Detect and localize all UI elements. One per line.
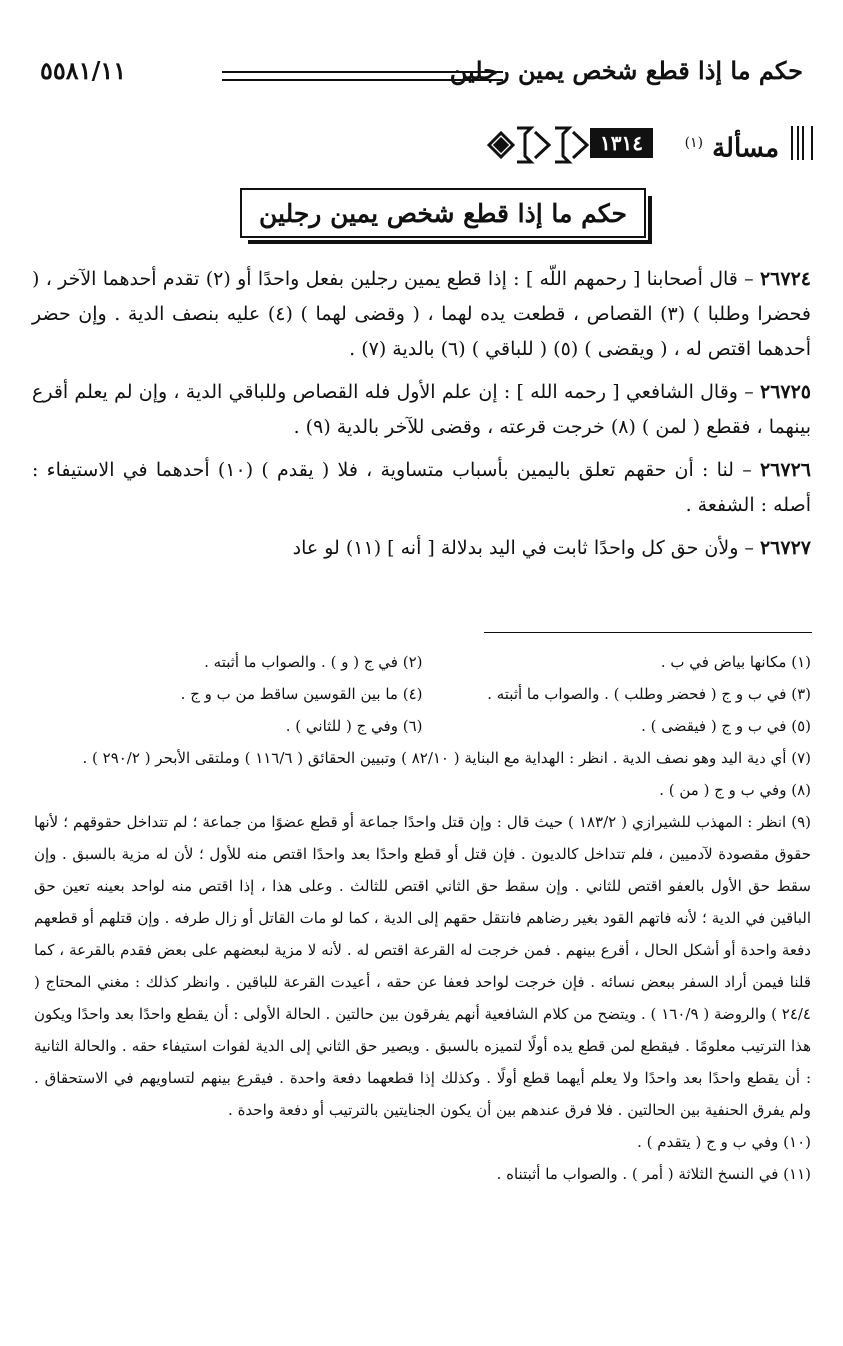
footnote: (٩) انظر : المهذب للشيرازي ( ١٨٣/٢ ) حيث قال : وإن قتل واحدًا جماعة أو قطع عضوًا من جماعة ؛ لم تتداخل حقوقهم ؛ لأنها حقوق مقصودة لآدميين ، فلم تتداخل كالديون . فإن قتل أو قطع واحدًا بعد واحدًا اقتص منه للأول ؛ لأن له مزية بالسبق . وإن سقط حق الأول بالعفو اقتص للثاني . وإن سقط حق الثاني اقتص للثالث . وعلى هذا ، إذا اقتص منه لواحد بعينه تعين حق الباقين في الدية ؛ لأنه فاتهم القود بغير رضاهم فانتقل حقهم إلى الدية ، كما لو مات القاتل أو زال طرفه . وإن قتلهم أو قطعهم دفعة واحدة أو أشكل الحال ، أقرع بينهم . فمن خرجت له القرعة اقتص له . لأنه لا مزية لبعضهم على بعض فقدم بالقرعة ، كما قلنا فيمن أراد السفر ببعض نسائه . فإن خرجت لواحد فعفا عن حقه ، أعيدت القرعة للباقين . وانظر كذلك : مغني المحتاج ( ٢٤/٤ ) والروضة ( ١٦٠/٩ ) . ويتضح من كلام الشافعية أنهم يفرقون بين حالتين . الحالة الأولى : أن يقطع واحدًا بعد واحدًا ويكون هذا الترتيب معلومًا . فيقطع لمن قطع يده أولًا لتميزه بالسبق . ويصير حق الثاني إلى الدية لفوات استيفاء حقه . والحالة الثانية : أن يقطع واحدًا بعد واحدًا ولا يعلم أيهما قطع أولًا . وكذلك إذا قطعهما دفعة واحدة . فيقرع بينهم لتساويهم في الاستحقاق . ولم يفرق الحنفية بين الحالتين . فلا فرق عندهم بين أن يكون الجنايتين بالترتيب أو دفعة واحدة . — [34, 813, 812, 1119]
footnote: (٣) في ب و ج ( فحضر وطلب ) . والصواب ما أثبته . — [487, 685, 811, 703]
header-rule — [222, 71, 503, 81]
footnotes — [34, 646, 811, 1190]
paragraph-number: ٢٦٧٢٥ — [759, 381, 812, 403]
running-header — [40, 54, 803, 94]
page-reference: ٥٥٨١/١١ — [40, 56, 127, 85]
footnote: (٦) وفي ج ( للثاني ) . — [285, 717, 423, 735]
paragraph-number: ٢٦٧٢٦ — [759, 459, 811, 481]
paragraph-text: – ولأن حق كل واحدًا ثابت في اليد بدلالة [ أنه ] (١١) لو عاد — [292, 537, 754, 559]
masala-word: مسألة — [712, 133, 779, 164]
footnote: (٨) وفي ب و ج ( من ) . — [659, 781, 811, 799]
masala-label — [685, 122, 779, 170]
footnote-row — [34, 710, 811, 742]
paragraph-text: – لنا : أن حقهم تعلق باليمين بأسباب متساوية ، فلا ( يقدم ) (١٠) أحدهما في الاستيفاء : أصله : الشفعة . — [32, 459, 811, 516]
decorative-bars — [791, 126, 813, 160]
ornament-icon — [483, 122, 593, 168]
paragraph — [32, 375, 811, 445]
footnote: (١) مكانها بياض في ب . — [660, 653, 811, 671]
footnote: (١٠) وفي ب و ج ( يتقدم ) . — [637, 1133, 811, 1151]
footnote-separator — [484, 632, 812, 633]
running-title: حكم ما إذا قطع شخص يمين رجلين — [449, 56, 803, 85]
paragraph — [32, 531, 811, 566]
masala-banner — [483, 122, 813, 168]
paragraph-number: ٢٦٧٢٧ — [759, 537, 811, 559]
section-title: حكم ما إذا قطع شخص يمين رجلين — [259, 198, 627, 228]
paragraph — [32, 453, 811, 523]
footnote: (١١) في النسخ الثلاثة ( أمر ) . والصواب ما أثبتناه . — [496, 1165, 811, 1183]
main-text — [32, 262, 811, 574]
masala-number: ١٣١٤ — [590, 128, 653, 158]
footnote: (٤) ما بين القوسين ساقط من ب و ج . — [180, 685, 423, 703]
footnote: (٥) في ب و ج ( فيقضى ) . — [641, 717, 811, 735]
section-title-box — [240, 188, 646, 238]
paragraph-text: – وقال الشافعي [ رحمه الله ] : إن علم الأول فله القصاص وللباقي الدية ، وإن لم يعلم أقرع بينهما ، فقطع ( لمن ) (٨) خرجت قرعته ، وقضى للآخر بالدية (٩) . — [32, 381, 811, 438]
masala-note-ref: (١) — [684, 135, 704, 151]
paragraph — [32, 262, 811, 367]
footnote: (٧) أي دية اليد وهو نصف الدية . انظر : الهداية مع البناية ( ٨٢/١٠ ) وتبيين الحقائق ( ١١٦/٦ ) وملتقى الأبحر ( ٢٩٠/٢ ) . — [82, 749, 811, 767]
footnote-row — [34, 678, 811, 710]
footnote: (٢) في ج ( و ) . والصواب ما أثبته . — [204, 653, 423, 671]
paragraph-text: – قال أصحابنا [ رحمهم اللّه ] : إذا قطع يمين رجلين بفعل واحدًا أو (٢) تقدم أحدهما الآخر ، ( فحضرا وطلبا ) (٣) القصاص ، قطعت يده لهما ، ( وقضى لهما ) (٤) عليه بنصف الدية . وإن حضر أحدهما اقتص له ، ( ويقضى ) (٥) ( للباقي ) (٦) بالدية (٧) . — [32, 268, 812, 360]
footnote-row — [34, 646, 811, 678]
paragraph-number: ٢٦٧٢٤ — [759, 268, 811, 290]
